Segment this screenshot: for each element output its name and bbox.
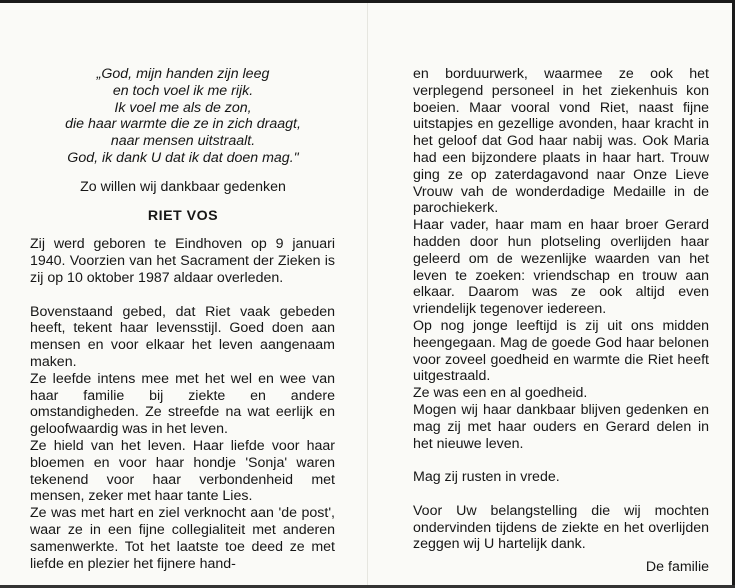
signature: De familie	[645, 559, 709, 576]
thanks-paragraph: Voor Uw belangstelling die wij mochten ondervinden tijdens de ziekte en het overlijden zeggen wij U hartelijk dank.	[413, 502, 709, 553]
paragraph: Op nog jonge leeftijd is zij uit ons midden heengegaan. Mag de goede God haar belonen voor zoveel goedheid en warmte die Riet heeft uitgestraald.	[413, 317, 709, 385]
poem-line: Ik voel me als de zon,	[114, 99, 252, 116]
paragraph: en borduurwerk, waarmee ze ook het verplegend personeel in het ziekenhuis kon boeien. Maar vooral vond Riet, naast fijne uitstapjes en gezellige avonden, haar kracht in het geloof dat God haar nabij was. Ook Maria had een bijzondere plaats in haar hart. Trouw ging ze op zaterdagavond naar Onze Lieve Vrouw vah de wonderdadige Medaille in de parochiekerk.	[413, 66, 709, 217]
poem-line: „God, mijn handen zijn leeg	[96, 66, 270, 82]
paragraph: Ze leefde intens mee met het wel en wee van haar familie bij ziekte en andere omstandigheden. Ze streefde na wat eerlijk en geloofwaardig was in het leven.	[30, 370, 335, 438]
poem-line: die haar warmte die ze in zich draagt,	[65, 116, 301, 133]
paragraph: Ze hield van het leven. Haar liefde voor haar bloemen en voor haar hondje 'Sonja' waren tekenend voor haar verbondenheid met mensen, zeker met haar tante Lies.	[30, 437, 335, 505]
remember-line: Zo willen wij dankbaar gedenken	[80, 178, 286, 195]
paragraph: Bovenstaand gebed, dat Riet vaak gebeden heeft, tekent haar levensstijl. Goed doen aan mensen en voor elkaar het leven aangenaam maken.	[30, 303, 335, 370]
poem	[38, 66, 328, 167]
poem-line: en toch voel ik me rijk.	[112, 82, 254, 99]
paragraph: Ze was een en al goedheid.	[413, 385, 588, 402]
paragraph: Mogen wij haar dankbaar blijven gedenken en mag zij met haar ouders en Gerard delen in het nieuwe leven.	[413, 401, 709, 452]
paragraph: Ze was met hart en ziel verknocht aan 'de post', waar ze in een fijne collegialiteit met anderen samenwerkte. Tot het laatste toe deed ze met liefde en plezier het fijnere hand-	[30, 505, 335, 572]
fold-line	[367, 3, 368, 585]
poem-line: God, ik dank U dat ik dat doen mag."	[67, 149, 299, 166]
left-page	[30, 66, 335, 572]
deceased-name: RIET VOS	[147, 207, 219, 224]
right-page	[413, 66, 709, 576]
paragraph: Haar vader, haar mam en haar broer Gerard hadden door hun plotseling overlijden haar geleerd om de wezenlijke waarden van het leven te zoeken: vriendschap en trouw aan elkaar. Daarom was ze ook altijd even vriendelijk tegenover iedereen.	[413, 217, 709, 318]
rest-in-peace: Mag zij rusten in vrede.	[413, 469, 560, 486]
birth-death-paragraph: Zij werd geboren te Eindhoven op 9 januari 1940. Voorzien van het Sacrament der Zieken is zij op 10 oktober 1987 aldaar overleden.	[30, 236, 335, 286]
poem-line: naar mensen uitstraalt.	[110, 133, 256, 150]
